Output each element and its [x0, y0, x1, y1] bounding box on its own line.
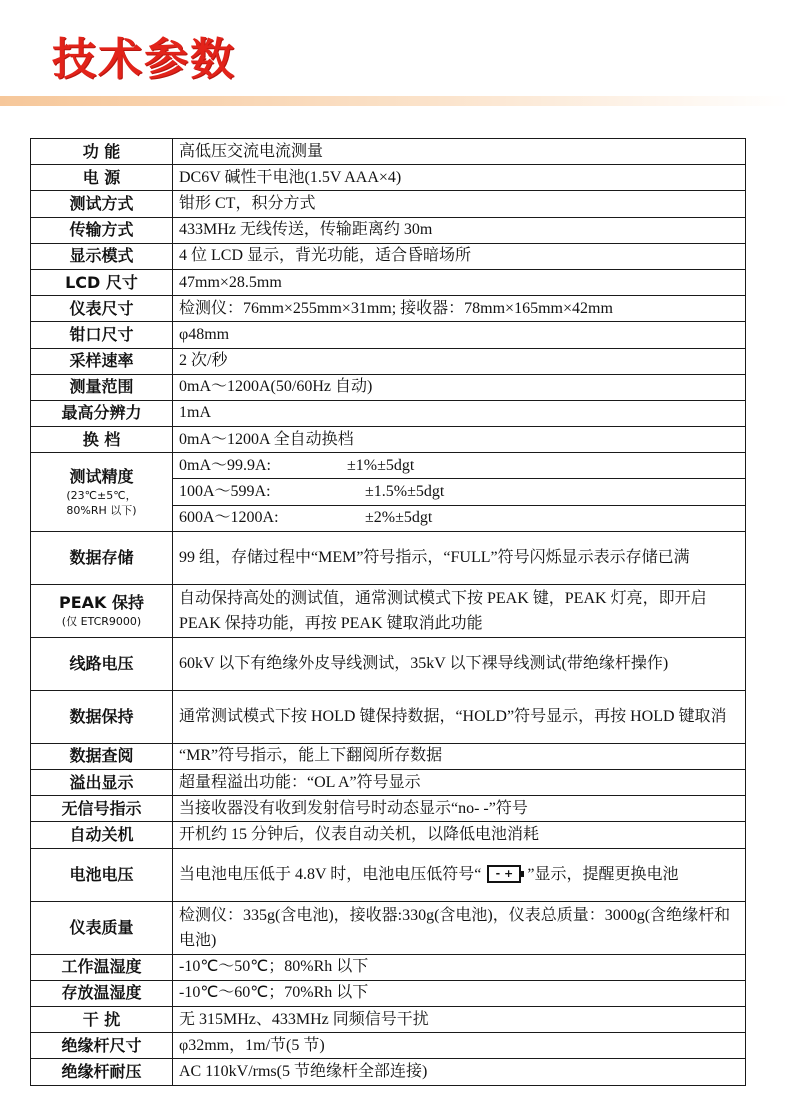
spec-key	[31, 637, 173, 690]
spec-value	[173, 848, 746, 901]
spec-row	[31, 1033, 746, 1059]
spec-row	[31, 1059, 746, 1085]
spec-key-label: 测试方式	[69, 193, 134, 213]
spec-key-label: 显示模式	[69, 246, 134, 266]
spec-key-label: 数据查阅	[69, 746, 134, 766]
spec-key	[31, 1006, 173, 1032]
spec-key-label: 采样速率	[69, 351, 134, 371]
spec-key	[31, 165, 173, 191]
spec-row	[31, 584, 746, 637]
spec-key	[31, 191, 173, 217]
title-underline-bar	[0, 96, 790, 106]
spec-key-label: 钳口尺寸	[69, 324, 134, 344]
spec-row	[31, 980, 746, 1006]
spec-row	[31, 217, 746, 243]
spec-key	[31, 296, 173, 322]
spec-key-label: 绝缘杆耐压	[61, 1061, 142, 1081]
spec-key-label: 电 源	[82, 167, 121, 187]
spec-row	[31, 139, 746, 165]
spec-key-label: 换 档	[82, 429, 121, 449]
accuracy-tolerance: ±2%±5dgt	[365, 509, 433, 527]
spec-row	[31, 770, 746, 796]
spec-key-label: PEAK 保持	[58, 593, 144, 613]
spec-key-label: 数据存储	[69, 547, 134, 567]
spec-key	[31, 453, 173, 532]
spec-key-label: 功 能	[82, 141, 121, 161]
spec-key	[31, 269, 173, 295]
accuracy-tolerance: ±1.5%±5dgt	[365, 483, 445, 501]
accuracy-value	[173, 479, 746, 505]
spec-key-label: 干 扰	[82, 1009, 121, 1029]
spec-value: 检测仪：335g(含电池)，接收器:330g(含电池)，仪表总质量：3000g(含绝缘杆和电池)	[173, 901, 746, 954]
spec-value: 0mA～1200A 全自动换档	[173, 427, 746, 453]
spec-key-label: 数据保持	[69, 706, 134, 726]
battery-text-before: 当电池电压低于 4.8V 时，电池电压低符号“	[179, 866, 482, 884]
spec-key	[31, 848, 173, 901]
spec-key-label: 测试精度	[69, 467, 134, 487]
page-title: 技术参数	[52, 34, 236, 85]
spec-value: 47mm×28.5mm	[173, 269, 746, 295]
spec-row	[31, 348, 746, 374]
spec-value: φ48mm	[173, 322, 746, 348]
spec-key-note: 80%RH 以下)	[66, 504, 137, 518]
spec-key-label: 绝缘杆尺寸	[61, 1035, 142, 1055]
spec-row	[31, 954, 746, 980]
spec-value: φ32mm，1m/节(5 节)	[173, 1033, 746, 1059]
spec-value: 开机约 15 分钟后，仪表自动关机，以降低电池消耗	[173, 822, 746, 848]
spec-value: 检测仪：76mm×255mm×31mm; 接收器：78mm×165mm×42mm	[173, 296, 746, 322]
spec-value: 钳形 CT，积分方式	[173, 191, 746, 217]
spec-key-label: 无信号指示	[61, 798, 142, 818]
spec-value: 99 组，存储过程中“MEM”符号指示，“FULL”符号闪烁显示表示存储已满	[173, 531, 746, 584]
spec-row	[31, 848, 746, 901]
spec-value: AC 110kV/rms(5 节绝缘杆全部连接)	[173, 1059, 746, 1085]
spec-row	[31, 427, 746, 453]
spec-value: 2 次/秒	[173, 348, 746, 374]
spec-key	[31, 374, 173, 400]
spec-key	[31, 690, 173, 743]
spec-key	[31, 139, 173, 165]
spec-key	[31, 796, 173, 822]
accuracy-range: 600A～1200A:	[179, 509, 279, 527]
spec-key	[31, 427, 173, 453]
spec-row	[31, 243, 746, 269]
spec-key	[31, 980, 173, 1006]
accuracy-row	[31, 453, 746, 479]
spec-row	[31, 796, 746, 822]
spec-key	[31, 217, 173, 243]
spec-value: 超量程溢出功能：“OL A”符号显示	[173, 770, 746, 796]
spec-key	[31, 531, 173, 584]
spec-key-label: 仪表质量	[69, 917, 134, 937]
spec-value: DC6V 碱性干电池(1.5V AAA×4)	[173, 165, 746, 191]
spec-key	[31, 584, 173, 637]
spec-key	[31, 743, 173, 769]
spec-row	[31, 637, 746, 690]
battery-text-after: ”显示，提醒更换电池	[527, 866, 679, 884]
spec-key	[31, 770, 173, 796]
spec-row	[31, 165, 746, 191]
spec-key-label: 电池电压	[69, 864, 134, 884]
spec-value: 4 位 LCD 显示，背光功能，适合昏暗场所	[173, 243, 746, 269]
spec-value: 高低压交流电流测量	[173, 139, 746, 165]
spec-key-label: LCD 尺寸	[65, 272, 138, 292]
accuracy-value	[173, 453, 746, 479]
spec-key-label: 存放温湿度	[61, 983, 142, 1003]
accuracy-range: 0mA～99.9A:	[179, 456, 272, 474]
spec-key-label: 溢出显示	[69, 772, 134, 792]
spec-key	[31, 954, 173, 980]
spec-key	[31, 1059, 173, 1085]
spec-value: 60kV 以下有绝缘外皮导线测试，35kV 以下裸导线测试(带绝缘杆操作)	[173, 637, 746, 690]
spec-key	[31, 348, 173, 374]
spec-row	[31, 322, 746, 348]
spec-key-label: 最高分辨力	[61, 403, 142, 423]
spec-value: -10℃～50℃；80%Rh 以下	[173, 954, 746, 980]
spec-key-label: 自动关机	[69, 824, 134, 844]
spec-row	[31, 822, 746, 848]
spec-table	[30, 138, 746, 1086]
spec-key	[31, 822, 173, 848]
spec-row	[31, 191, 746, 217]
spec-row	[31, 1006, 746, 1032]
spec-value: “MR”符号指示，能上下翻阅所存数据	[173, 743, 746, 769]
spec-key	[31, 243, 173, 269]
spec-row	[31, 531, 746, 584]
spec-key-note: (23℃±5℃，	[66, 489, 137, 503]
spec-row	[31, 901, 746, 954]
spec-key-note: (仅 ETCR9000)	[61, 615, 142, 629]
spec-key-label: 测量范围	[69, 377, 134, 397]
spec-value: 1mA	[173, 400, 746, 426]
battery-low-icon: - +	[487, 865, 521, 883]
spec-row	[31, 374, 746, 400]
spec-value: 自动保持高处的测试值，通常测试模式下按 PEAK 键，PEAK 灯亮，即开启 PEAK 保持功能，再按 PEAK 键取消此功能	[173, 584, 746, 637]
spec-key	[31, 1033, 173, 1059]
spec-row	[31, 269, 746, 295]
spec-value: 0mA～1200A(50/60Hz 自动)	[173, 374, 746, 400]
spec-key-label: 工作温湿度	[61, 957, 142, 977]
accuracy-tolerance: ±1%±5dgt	[347, 456, 415, 474]
spec-row	[31, 690, 746, 743]
spec-key	[31, 400, 173, 426]
accuracy-range: 100A～599A:	[179, 483, 271, 501]
spec-value: 通常测试模式下按 HOLD 键保持数据，“HOLD”符号显示，再按 HOLD 键取消	[173, 690, 746, 743]
spec-row	[31, 400, 746, 426]
spec-row	[31, 296, 746, 322]
spec-key	[31, 322, 173, 348]
spec-value: -10℃～60℃；70%Rh 以下	[173, 980, 746, 1006]
accuracy-value	[173, 505, 746, 531]
spec-key-label: 仪表尺寸	[69, 298, 134, 318]
spec-key-label: 传输方式	[69, 220, 134, 240]
spec-value: 当接收器没有收到发射信号时动态显示“no- -”符号	[173, 796, 746, 822]
spec-key	[31, 901, 173, 954]
spec-row	[31, 743, 746, 769]
spec-value: 无 315MHz、433MHz 同频信号干扰	[173, 1006, 746, 1032]
spec-key-label: 线路电压	[69, 653, 134, 673]
spec-value: 433MHz 无线传送，传输距离约 30m	[173, 217, 746, 243]
